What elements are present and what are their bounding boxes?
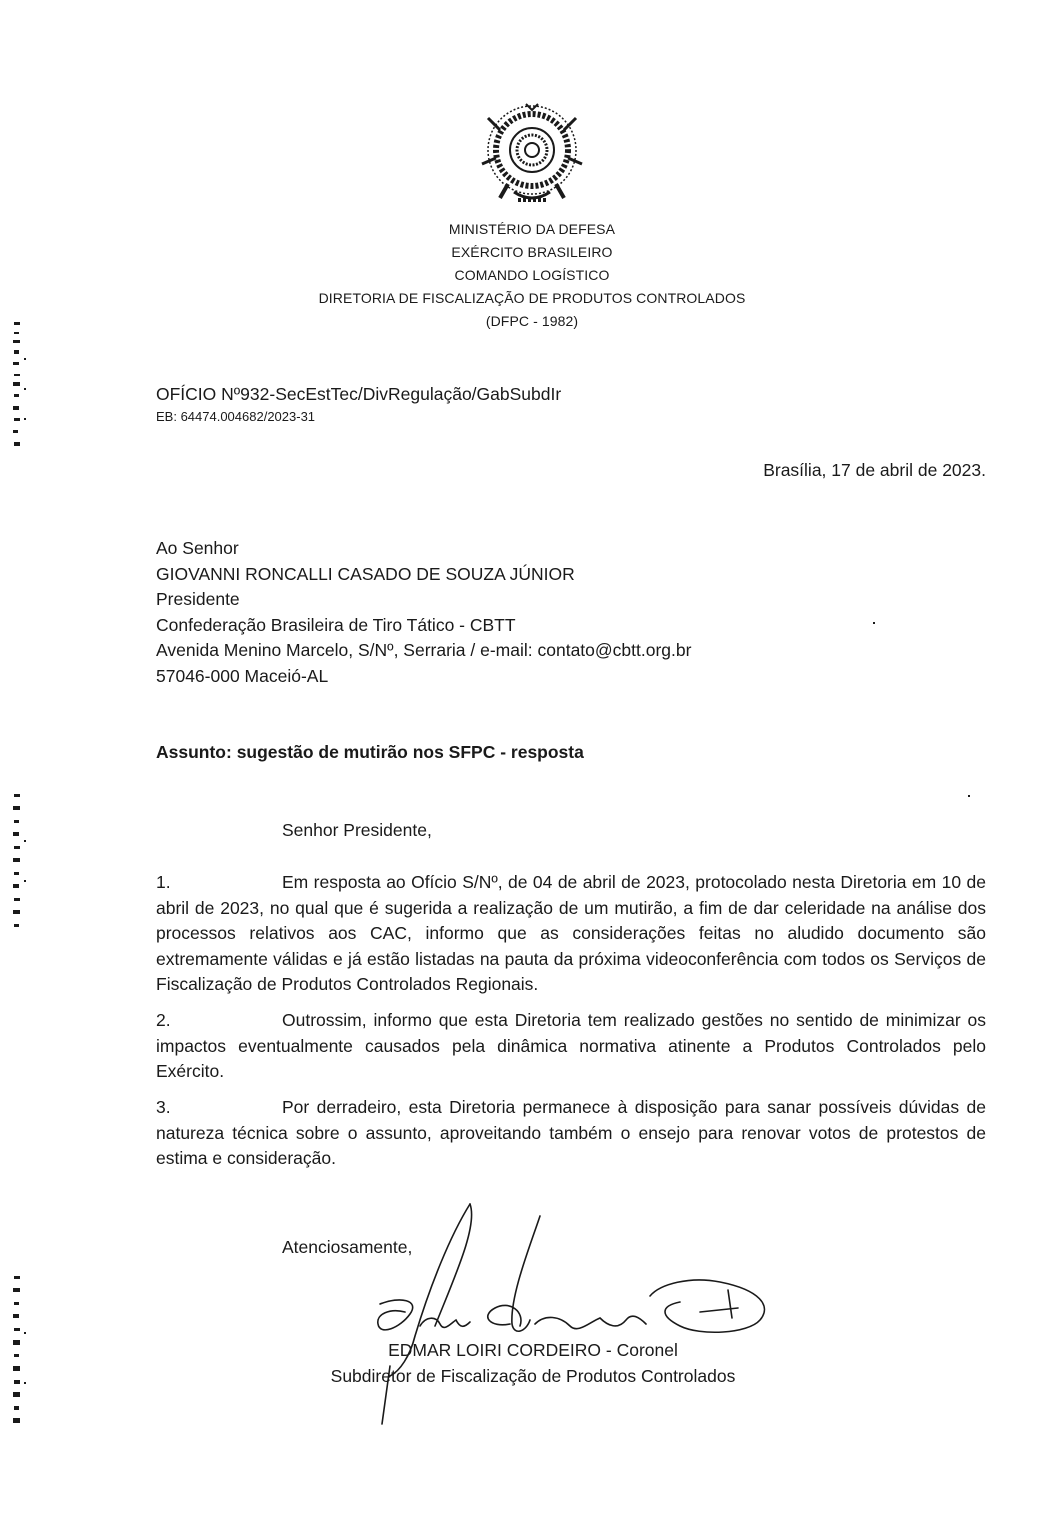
oficio-number: OFÍCIO Nº932-SecEstTec/DivRegulação/GabSubdIr [156,384,562,404]
signatory-name: EDMAR LOIRI CORDEIRO - Coronel [388,1340,678,1360]
letterhead-directorate: DIRETORIA DE FISCALIZAÇÃO DE PRODUTOS CONTROLADOS [318,290,746,306]
paragraph-text: Em resposta ao Ofício S/Nº, de 04 de abril de 2023, protocolado nesta Diretoria em 10 de abril de 2023, no qual que é sugerida a realização de um mutirão, a fim de dar celeridade na análise dos processos relativos aos CAC, informo que as considerações feitas no aludido documento são extremamente válidas e já estão listadas na pauta da próxima videoconferência com todos os Serviços de Fiscalização de Produtos Controlados Regionais. [156,872,986,994]
paragraph-1 [156,870,986,998]
paragraph-text: Por derradeiro, esta Diretoria permanece à disposição para sanar possíveis dúvidas de natureza técnica sobre o assunto, aproveitando também o ensejo para renovar votos de protestos de estima e consideração. [156,1097,986,1168]
date-line: Brasília, 17 de abril de 2023. [763,460,986,480]
handwritten-signature [360,1196,780,1426]
scan-speck [873,622,875,624]
signature-block [300,1338,766,1389]
paragraph-number: 1. [156,872,171,892]
subject-line: Assunto: sugestão de mutirão nos SFPC - resposta [156,742,584,762]
paragraph-text: Outrossim, informo que esta Diretoria tem realizado gestões no sentido de minimizar os impactos eventualmente causados pela dinâmica normativa atinente a Produtos Controlados pelo Exército. [156,1010,986,1081]
letterhead-acronym: (DFPC - 1982) [485,313,579,329]
recipient-address: Avenida Menino Marcelo, S/Nº, Serraria / e-mail: contato@cbtt.org.br [156,640,692,660]
recipient-block [156,536,691,689]
paragraph-2 [156,1008,986,1085]
paragraph-number: 3. [156,1097,171,1117]
recipient-salutation: Ao Senhor [156,538,239,558]
coat-of-arms-seal [478,100,586,212]
paragraph-number: 2. [156,1010,171,1030]
recipient-city: 57046-000 Maceió-AL [156,665,329,686]
closing: Atenciosamente, [282,1237,413,1257]
paragraph-3 [156,1095,986,1172]
letterhead-ministry: MINISTÉRIO DA DEFESA [448,221,616,237]
recipient-name: GIOVANNI RONCALLI CASADO DE SOUZA JÚNIOR [156,563,575,584]
eb-protocol: EB: 64474.004682/2023-31 [156,409,316,424]
letterhead-army: EXÉRCITO BRASILEIRO [451,244,613,260]
scan-speck [968,795,970,797]
letterhead-command: COMANDO LOGÍSTICO [454,267,610,283]
letterhead [230,218,834,333]
signatory-title: Subdiretor de Fiscalização de Produtos Controlados [330,1365,736,1386]
margin-stamp-middle [6,790,30,940]
recipient-role: Presidente [156,589,240,609]
margin-stamp-top [6,318,30,460]
margin-stamp-bottom [6,1272,30,1438]
greeting: Senhor Presidente, [282,820,432,840]
recipient-organization: Confederação Brasileira de Tiro Tático - CBTT [156,614,516,635]
